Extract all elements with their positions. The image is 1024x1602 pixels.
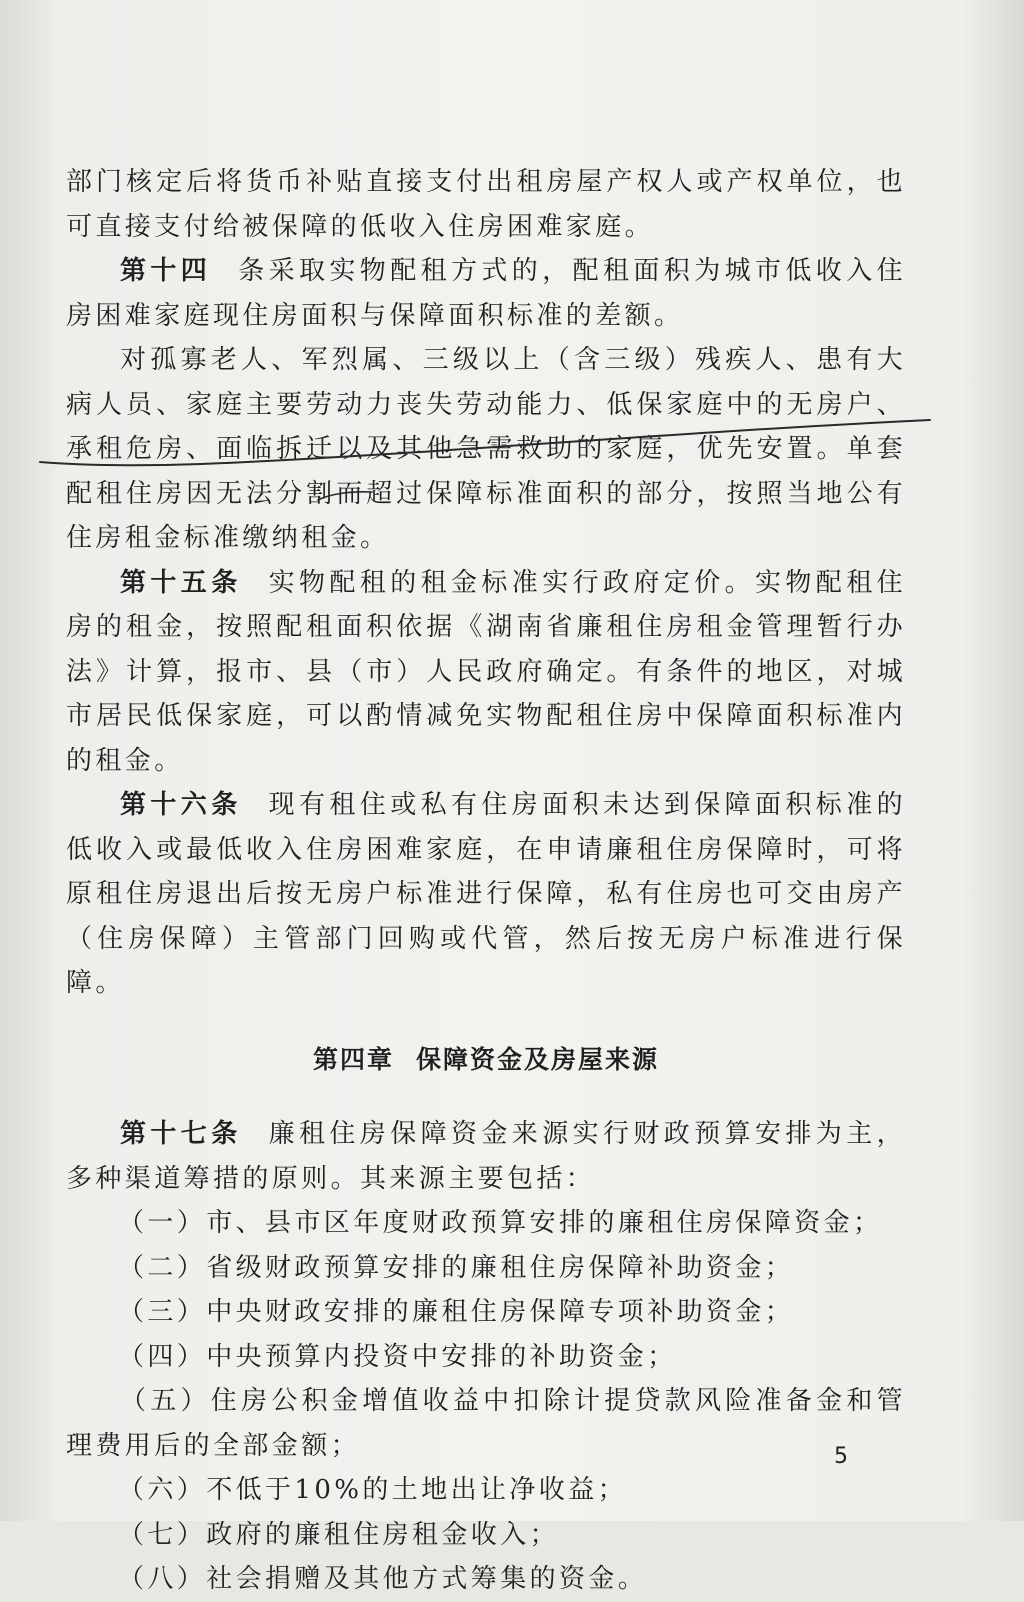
chapter-title: 保障资金及房屋来源 <box>416 1044 660 1074</box>
chapter-heading <box>66 1038 906 1083</box>
list-item: （三）中央财政安排的廉租住房保障专项补助资金； <box>118 1297 795 1327</box>
paragraph-continuation <box>66 160 906 249</box>
article-17 <box>66 1112 906 1201</box>
paragraph-text: 对孤寡老人、军烈属、三级以上（含三级）残疾人、患有大病人员、家庭主要劳动力丧失劳动能力、低保家庭中的无房户、承租危房、面临拆迁以及其他急需救助的家庭，优先安置。单套配租住房因无法分割而超过保障标准面积的部分，按照当地公有住房租金标准缴纳租金。 <box>66 345 906 553</box>
page-number: 5 <box>834 1444 848 1469</box>
chapter-number: 第四章 <box>312 1044 394 1074</box>
article-16-text: 现有租住或私有住房面积未达到保障面积标准的低收入或最低收入住房困难家庭，在申请廉租住房保障时，可将原租住房退出后按无房户标准进行保障，私有住房也可交由房产（住房保障）主管部门回购或代管，然后按无房户标准进行保障。 <box>66 790 906 998</box>
list-item: （五）住房公积金增值收益中扣除计提贷款风险准备金和管理费用后的全部金额； <box>66 1386 906 1461</box>
list-item: （七）政府的廉租住房租金收入； <box>118 1519 560 1550</box>
article-14-priority-paragraph <box>66 338 906 561</box>
article-16 <box>66 783 906 1006</box>
list-item: （一）市、县市区年度财政预算安排的廉租住房保障资金； <box>118 1208 883 1238</box>
article-15 <box>66 561 906 784</box>
paragraph-text: 部门核定后将货币补贴直接支付出租房屋产权人或产权单位，也可直接支付给被保障的低收入住房困难家庭。 <box>66 167 906 242</box>
document-body <box>66 160 906 1602</box>
article-17-heading: 第十七条 <box>120 1119 242 1149</box>
article-14-text: 条采取实物配租方式的，配租面积为城市低收入住房困难家庭现住房面积与保障面积标准的差额。 <box>66 256 906 331</box>
list-item: （四）中央预算内投资中安排的补助资金； <box>118 1341 677 1372</box>
list-item: （六）不低于10%的土地出让净收益； <box>118 1475 627 1505</box>
article-14 <box>66 249 906 338</box>
list-item: （八）社会捐赠及其他方式筹集的资金。 <box>118 1564 648 1594</box>
article-15-text: 实物配租的租金标准实行政府定价。实物配租住房的租金，按照配租面积依据《湖南省廉租住房租金管理暂行办法》计算，报市、县（市）人民政府确定。有条件的地区，对城市居民低保家庭，可以酌情减免实物配租住房中保障面积标准内的租金。 <box>66 567 906 776</box>
article-17-text: 廉租住房保障资金来源实行财政预算安排为主，多种渠道筹措的原则。其来源主要包括： <box>66 1119 906 1194</box>
article-15-heading: 第十五条 <box>120 567 242 598</box>
list-item: （二）省级财政预算安排的廉租住房保障补助资金； <box>118 1252 795 1283</box>
article-14-heading: 第十四 <box>120 256 212 286</box>
article-16-heading: 第十六条 <box>120 790 242 820</box>
